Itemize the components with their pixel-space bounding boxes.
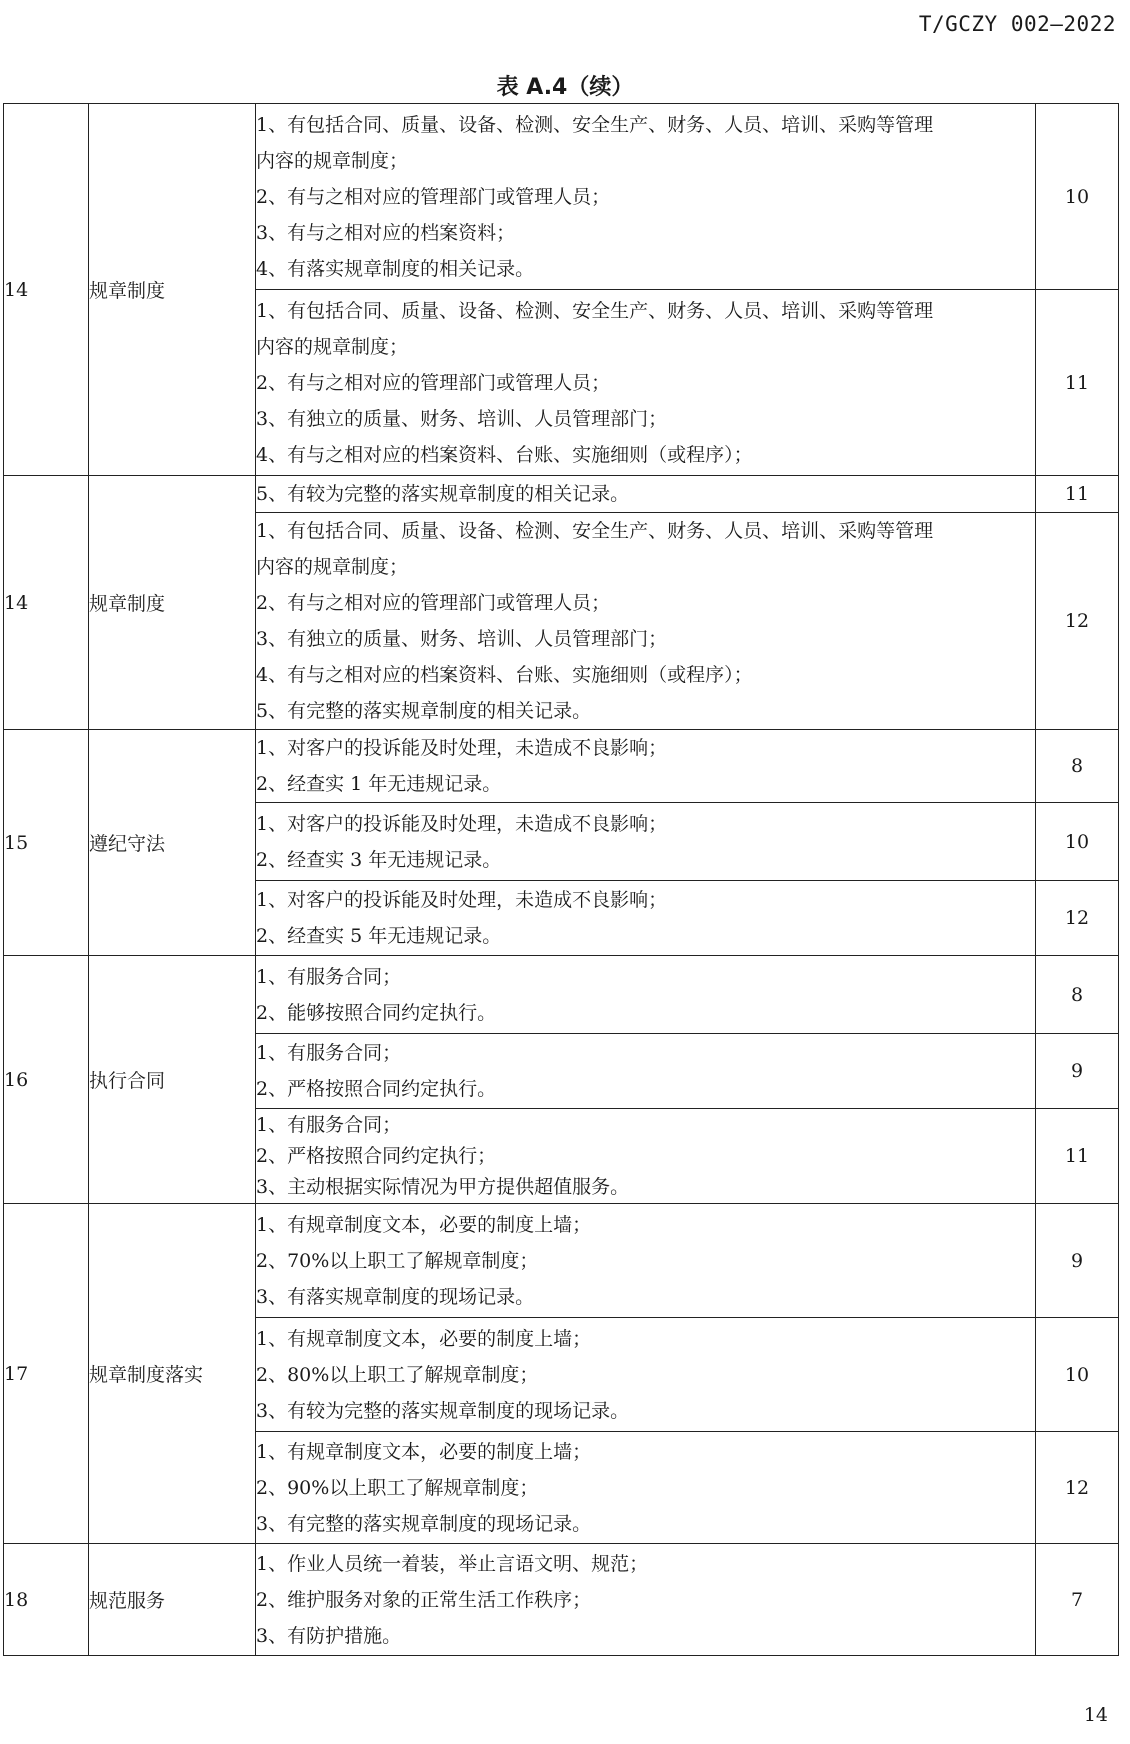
requirement-line: 内容的规章制度； bbox=[256, 335, 409, 358]
item-number: 16 bbox=[4, 956, 89, 1204]
item-name: 规章制度落实 bbox=[89, 1204, 256, 1544]
requirement-line: 3、有防护措施。 bbox=[256, 1624, 402, 1647]
requirement-line: 3、有独立的质量、财务、培训、人员管理部门； bbox=[256, 628, 668, 650]
table-row bbox=[4, 1544, 1119, 1656]
table-title: 表 A.4（续） bbox=[496, 75, 634, 100]
requirement-cell bbox=[256, 1318, 1036, 1432]
item-name: 规范服务 bbox=[89, 1544, 256, 1656]
requirement-cell bbox=[256, 290, 1036, 476]
requirement-cell bbox=[256, 803, 1036, 881]
score-cell: 8 bbox=[1036, 730, 1119, 803]
criteria-table bbox=[3, 103, 1119, 1656]
score-cell: 12 bbox=[1036, 1432, 1119, 1544]
page-number: 14 bbox=[1083, 1704, 1108, 1726]
item-name: 规章制度 bbox=[89, 476, 256, 730]
requirement-line: 3、有较为完整的落实规章制度的现场记录。 bbox=[256, 1399, 630, 1422]
requirement-line: 4、有落实规章制度的相关记录。 bbox=[256, 257, 535, 280]
requirement-line: 1、对客户的投诉能及时处理，未造成不良影响； bbox=[256, 737, 668, 759]
requirement-cell bbox=[256, 1034, 1036, 1109]
score-cell: 10 bbox=[1036, 803, 1119, 881]
item-number: 14 bbox=[4, 476, 89, 730]
requirement-line: 5、有较为完整的落实规章制度的相关记录。 bbox=[256, 483, 630, 505]
requirement-line: 内容的规章制度； bbox=[256, 556, 409, 578]
requirement-cell bbox=[256, 104, 1036, 290]
item-name: 遵纪守法 bbox=[89, 730, 256, 956]
requirement-line: 3、有完整的落实规章制度的现场记录。 bbox=[256, 1512, 592, 1535]
requirement-line: 2、严格按照合同约定执行； bbox=[256, 1144, 497, 1167]
requirement-cell bbox=[256, 956, 1036, 1034]
item-number: 17 bbox=[4, 1204, 89, 1544]
requirement-cell bbox=[256, 1544, 1036, 1656]
score-cell: 9 bbox=[1036, 1204, 1119, 1318]
score-cell: 11 bbox=[1036, 476, 1119, 513]
requirement-line: 1、有包括合同、质量、设备、检测、安全生产、财务、人员、培训、采购等管理 bbox=[256, 520, 934, 542]
item-number: 14 bbox=[4, 104, 89, 476]
item-number: 15 bbox=[4, 730, 89, 956]
score-cell: 11 bbox=[1036, 290, 1119, 476]
requirement-line: 5、有完整的落实规章制度的相关记录。 bbox=[256, 700, 592, 722]
requirement-cell bbox=[256, 881, 1036, 956]
requirement-cell bbox=[256, 1432, 1036, 1544]
requirement-line: 1、有规章制度文本，必要的制度上墙； bbox=[256, 1213, 592, 1236]
requirement-line: 2、90%以上职工了解规章制度； bbox=[256, 1476, 539, 1499]
requirement-cell bbox=[256, 1204, 1036, 1318]
table-row bbox=[4, 730, 1119, 803]
requirement-line: 1、有服务合同； bbox=[256, 1042, 402, 1064]
requirement-cell bbox=[256, 1109, 1036, 1204]
requirement-line: 2、经查实 1 年无违规记录。 bbox=[256, 773, 502, 795]
item-number: 18 bbox=[4, 1544, 89, 1656]
table-row bbox=[4, 956, 1119, 1034]
requirement-line: 2、70%以上职工了解规章制度； bbox=[256, 1249, 539, 1272]
item-name: 执行合同 bbox=[89, 956, 256, 1204]
table-row bbox=[4, 1204, 1119, 1318]
score-cell: 10 bbox=[1036, 1318, 1119, 1432]
score-cell: 8 bbox=[1036, 956, 1119, 1034]
requirement-line: 2、有与之相对应的管理部门或管理人员； bbox=[256, 371, 611, 394]
requirement-line: 2、经查实 3 年无违规记录。 bbox=[256, 848, 502, 871]
requirement-line: 2、有与之相对应的管理部门或管理人员； bbox=[256, 185, 611, 208]
requirement-line: 内容的规章制度； bbox=[256, 149, 409, 172]
requirement-line: 1、有包括合同、质量、设备、检测、安全生产、财务、人员、培训、采购等管理 bbox=[256, 299, 934, 322]
requirement-cell bbox=[256, 730, 1036, 803]
requirement-line: 3、有与之相对应的档案资料； bbox=[256, 221, 516, 244]
score-cell: 12 bbox=[1036, 513, 1119, 730]
score-cell: 11 bbox=[1036, 1109, 1119, 1204]
requirement-line: 2、经查实 5 年无违规记录。 bbox=[256, 925, 502, 947]
requirement-line: 2、维护服务对象的正常生活工作秩序； bbox=[256, 1588, 592, 1611]
item-name: 规章制度 bbox=[89, 104, 256, 476]
requirement-line: 2、80%以上职工了解规章制度； bbox=[256, 1363, 539, 1386]
requirement-line: 1、对客户的投诉能及时处理，未造成不良影响； bbox=[256, 889, 668, 911]
table-row bbox=[4, 104, 1119, 290]
requirement-line: 2、有与之相对应的管理部门或管理人员； bbox=[256, 592, 611, 614]
requirement-line: 1、对客户的投诉能及时处理，未造成不良影响； bbox=[256, 812, 668, 835]
requirement-line: 4、有与之相对应的档案资料、台账、实施细则（或程序）； bbox=[256, 664, 753, 686]
score-cell: 7 bbox=[1036, 1544, 1119, 1656]
requirement-line: 3、主动根据实际情况为甲方提供超值服务。 bbox=[256, 1175, 630, 1198]
requirement-line: 2、严格按照合同约定执行。 bbox=[256, 1078, 497, 1100]
requirement-line: 2、能够按照合同约定执行。 bbox=[256, 1001, 497, 1024]
score-cell: 9 bbox=[1036, 1034, 1119, 1109]
document-code: T/GCZY 002—2022 bbox=[918, 12, 1116, 36]
requirement-line: 3、有独立的质量、财务、培训、人员管理部门； bbox=[256, 407, 668, 430]
requirement-line: 1、有服务合同； bbox=[256, 965, 402, 988]
requirement-cell bbox=[256, 513, 1036, 730]
requirement-line: 4、有与之相对应的档案资料、台账、实施细则（或程序）； bbox=[256, 443, 753, 466]
requirement-cell bbox=[256, 476, 1036, 513]
requirement-line: 1、有包括合同、质量、设备、检测、安全生产、财务、人员、培训、采购等管理 bbox=[256, 113, 934, 136]
requirement-line: 1、有规章制度文本，必要的制度上墙； bbox=[256, 1327, 592, 1350]
table-row bbox=[4, 476, 1119, 513]
score-cell: 10 bbox=[1036, 104, 1119, 290]
score-cell: 12 bbox=[1036, 881, 1119, 956]
requirement-line: 1、有规章制度文本，必要的制度上墙； bbox=[256, 1440, 592, 1463]
requirement-line: 1、有服务合同； bbox=[256, 1113, 402, 1136]
requirement-line: 3、有落实规章制度的现场记录。 bbox=[256, 1285, 535, 1308]
requirement-line: 1、作业人员统一着装，举止言语文明、规范； bbox=[256, 1552, 649, 1575]
